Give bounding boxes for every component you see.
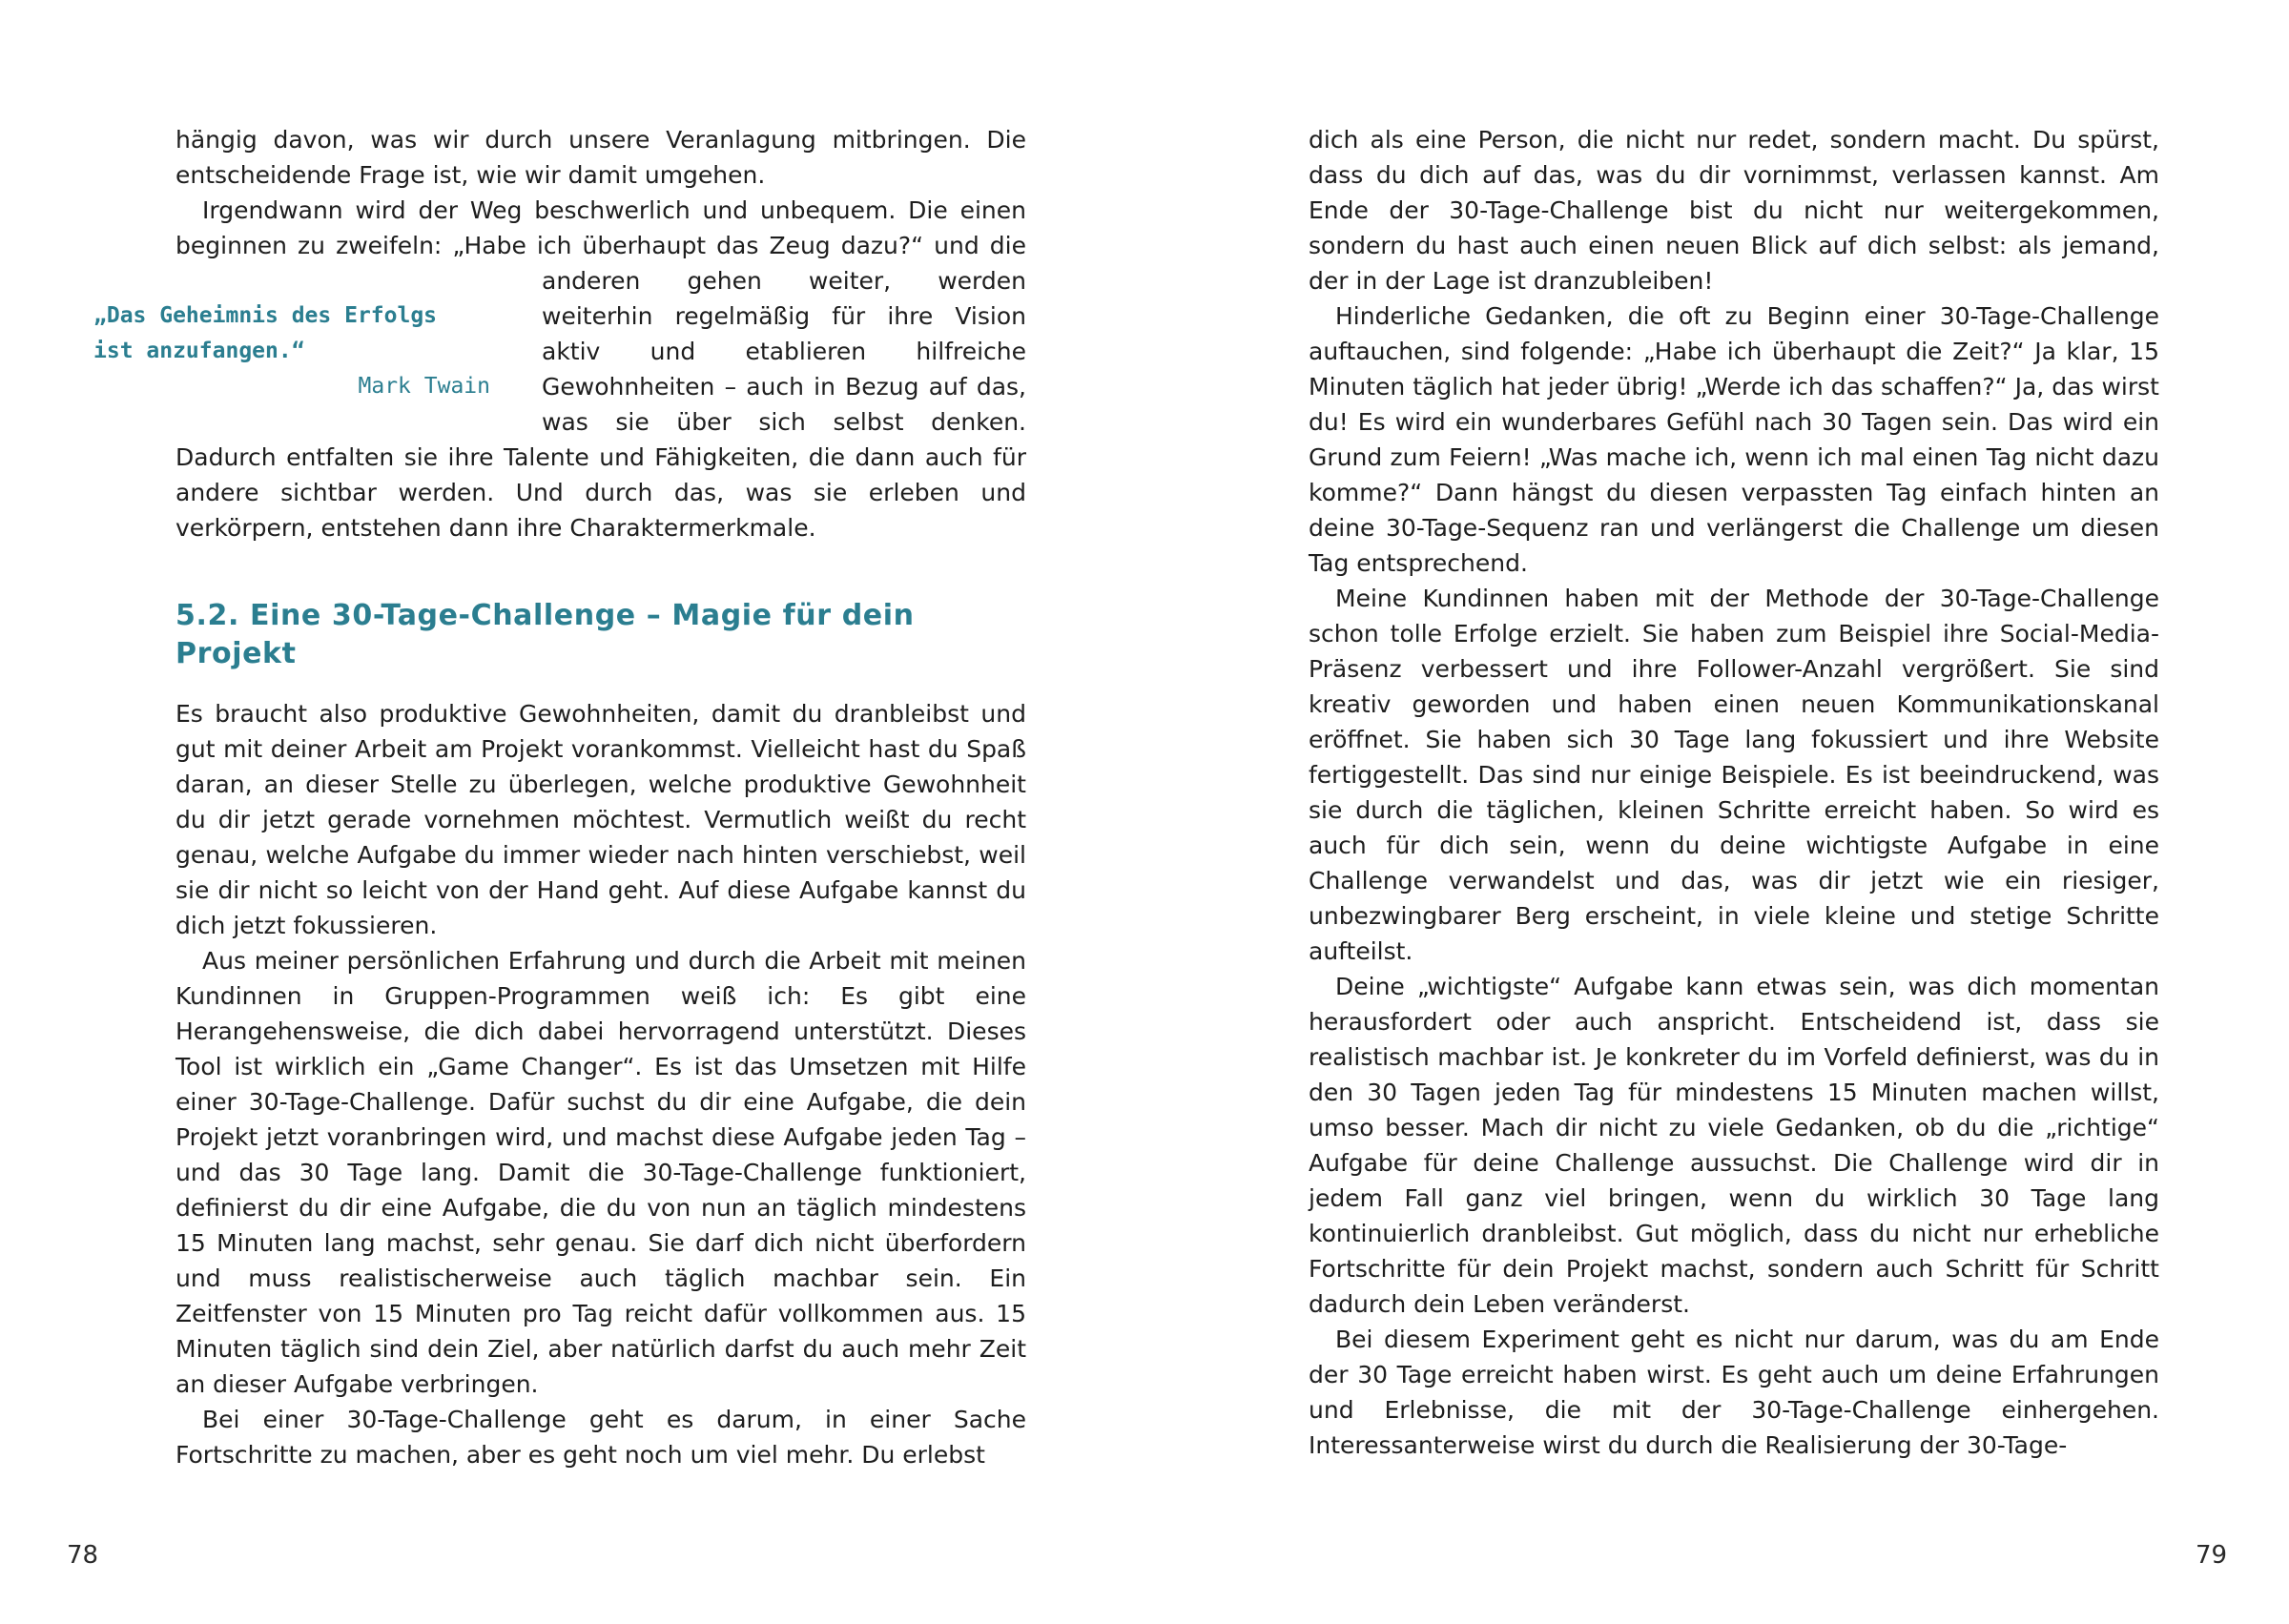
right-page [1309,122,2159,1463]
pull-quote [93,263,498,404]
paragraph-intro-continuation: hängig davon, was wir durch unsere Veranlagung mitbringen. Die entscheidende Frage ist, wie wir damit umgehen. [175,126,1026,189]
paragraph-text-after-quote: die anderen gehen weiter, werden weiterhin regelmäßig für ihre Vision aktiv und etablieren hilfreiche Gewohnheiten – auch in Bezug auf das, was sie über sich selbst denken. Dadurch entfalten sie ihre Talente und Fähigkeiten, die dann auch für andere sichtbar werden. Und durch das, was sie erleben und verkörpern, entstehen dann ihre Charaktermerkmale. [175,232,1026,542]
paragraph-habits: Es braucht also produktive Gewohnheiten, damit du dranbleibst und gut mit deiner Arbeit am Projekt vorankommst. Vielleicht hast du Spaß daran, an dieser Stelle zu überlegen, welche produktive Gewohnheit du dir jetzt gerade vornehmen möchtest. Vermutlich weißt du recht genau, welche Aufgabe du immer wieder nach hinten verschiebst, weil sie dir nicht so leicht von der Hand geht. Auf diese Aufgabe kannst du dich jetzt fokussieren. [175,700,1026,939]
quote-attribution: Mark Twain [358,374,490,399]
paragraph-progress: Bei einer 30-Tage-Challenge geht es darum, in einer Sache Fortschritte zu machen, aber es geht noch um viel mehr. Du erlebst [175,1406,1026,1469]
quote-line-1: „Das Geheimnis des Erfolgs [93,303,438,328]
section-heading: 5.2. Eine 30-Tage-Challenge – Magie für dein Projekt [175,599,915,670]
paragraph-person-continuation: dich als eine Person, die nicht nur redet, sondern macht. Du spürst, dass du dich auf das, was du dir vornimmst, verlassen kannst. Am Ende der 30-Tage-Challenge bist du nicht nur weitergekommen, sondern du hast auch einen neuen Blick auf dich selbst: als jemand, der in der Lage ist dranzubleiben! [1309,126,2159,295]
page-number-left: 78 [67,1541,99,1570]
paragraph-clients-success: Meine Kundinnen haben mit der Methode der 30-Tage-Challenge schon tolle Erfolge erzielt. Sie haben zum Beispiel ihre Social-Media-Präsenz verbessert und ihre Follower-Anzahl vergrößert. Sie sind kreativ geworden und haben einen neuen Kommunikationskanal eröffnet. Sie haben sich 30 Tage lang fokussiert und ihre Website fertiggestellt. Das sind nur einige Beispiele. Es ist beeindruckend, was sie durch die täglichen, kleinen Schritte erreicht haben. So wird es auch für dich sein, wenn du deine wichtigste Aufgabe in eine Challenge verwandelst und das, was dir jetzt wie ein riesiger, unbezwingbarer Berg erscheint, in viele kleine und stetige Schritte aufteilst. [1309,585,2159,965]
paragraph-important-task: Deine „wichtigste“ Aufgabe kann etwas sein, was dich momentan herausfordert oder auch anspricht. Entscheidend ist, dass sie realistisch machbar ist. Je konkreter du im Vorfeld definierst, was du in den 30 Tagen jeden Tag für mindestens 15 Minuten machen willst, umso besser. Mach dir nicht zu viele Gedanken, ob du die „richtige“ Aufgabe für deine Challenge aussuchst. Die Challenge wird dir in jedem Fall ganz viel bringen, wenn du wirklich 30 Tage lang kontinuierlich dranbleibst. Gut möglich, dass du nicht nur erhebliche Fortschritte für dein Projekt machst, sondern auch Schritt für Schritt dadurch dein Leben veränderst. [1309,973,2159,1318]
paragraph-doubt [93,193,1026,545]
quote-line-2: ist anzufangen.“ [93,339,305,363]
paragraph-experiment: Bei diesem Experiment geht es nicht nur darum, was du am Ende der 30 Tage erreicht haben wirst. Es geht auch um deine Erfahrungen und Erlebnisse, die mit der 30-Tage-Challenge einhergehen. Interessanterweise wirst du durch die Realisierung der 30-Tage- [1309,1326,2159,1459]
paragraph-hindering-thoughts: Hinderliche Gedanken, die oft zu Beginn einer 30-Tage-Challenge auftauchen, sind folgende: „Habe ich überhaupt die Zeit?“ Ja klar, 15 Minuten täglich hat jeder übrig! „Werde ich das schaffen?“ Ja, das wirst du! Es wird ein wunderbares Gefühl nach 30 Tagen sein. Das wird ein Grund zum Feiern! „Was mache ich, wenn ich mal einen Tag nicht dazu komme?“ Dann hängst du diesen verpassten Tag einfach hinten an deine 30-Tage-Sequenz ran und verlängerst die Challenge um diesen Tag entsprechend. [1309,302,2159,577]
paragraph-text-before-quote: Irgendwann wird der Weg beschwerlich und unbequem. Die einen beginnen zu zweifeln: „Habe ich überhaupt das Zeug dazu?“ und [175,196,1026,259]
left-page [93,122,1026,1472]
paragraph-experience: Aus meiner persönlichen Erfahrung und durch die Arbeit mit meinen Kundinnen in Gruppen-Programmen weiß ich: Es gibt eine Herangehensweise, die dich dabei hervorragend unterstützt. Dieses Tool ist wirklich ein „Game Changer“. Es ist das Umsetzen mit Hilfe einer 30-Tage-Challenge. Dafür suchst du dir eine Aufgabe, die dein Projekt jetzt voranbringen wird, und machst diese Aufgabe jeden Tag – und das 30 Tage lang. Damit die 30-Tage-Challenge funktioniert, definierst du dir eine Aufgabe, die du von nun an täglich mindestens 15 Minuten lang machst, sehr genau. Sie darf dich nicht überfordern und muss realistischerweise auch täglich machbar sein. Ein Zeitfenster von 15 Minuten pro Tag reicht dafür vollkommen aus. 15 Minuten täglich sind dein Ziel, aber natürlich darfst du auch mehr Zeit an dieser Aufgabe verbringen. [175,947,1026,1398]
page-number-right: 79 [2196,1541,2228,1570]
